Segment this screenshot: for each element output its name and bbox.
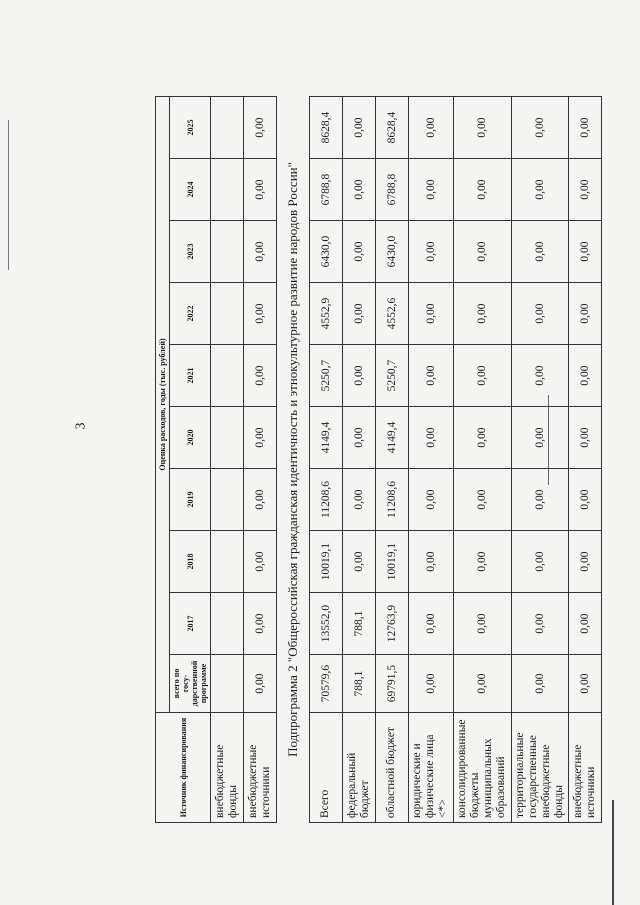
row-label: Всего [310, 713, 343, 823]
table-cell: 0,00 [343, 221, 376, 283]
table-cell: 0,00 [244, 593, 277, 655]
table-cell: 0,00 [511, 593, 569, 655]
table-cell: 0,00 [453, 221, 511, 283]
table-cell: 0,00 [569, 531, 602, 593]
table-cell: 0,00 [244, 159, 277, 221]
table-cell: 0,00 [343, 407, 376, 469]
table-cell: 0,00 [244, 97, 277, 159]
table-cell: 0,00 [569, 159, 602, 221]
table-cell [211, 407, 244, 469]
table-cell: 0,00 [409, 221, 454, 283]
table-cell: 0,00 [569, 221, 602, 283]
row-label: федеральный бюджет [343, 713, 376, 823]
table-cell: 0,00 [569, 283, 602, 345]
row-label: консолидированные бюджеты муниципальных образований [453, 713, 511, 823]
table-cell: 0,00 [409, 407, 454, 469]
table-row [343, 97, 376, 823]
table-cell: 0,00 [244, 345, 277, 407]
table-cell: 10019,1 [376, 531, 409, 593]
table-cell [211, 97, 244, 159]
table-cell: 0,00 [409, 593, 454, 655]
row-label: внебюджетные источники [569, 713, 602, 823]
table-cell: 0,00 [453, 97, 511, 159]
table-cell [211, 655, 244, 713]
table-cell: 0,00 [244, 469, 277, 531]
financing-table [155, 96, 602, 823]
table-cell: 4149,4 [376, 407, 409, 469]
table-row [569, 97, 602, 823]
table-cell: 0,00 [343, 283, 376, 345]
table-cell: 0,00 [343, 345, 376, 407]
table-cell: 0,00 [569, 345, 602, 407]
table-cell: 0,00 [569, 407, 602, 469]
table-cell: 0,00 [343, 531, 376, 593]
table-cell: 0,00 [569, 593, 602, 655]
table-cell: 0,00 [244, 407, 277, 469]
table-cell: 0,00 [343, 97, 376, 159]
table-cell [211, 345, 244, 407]
table-cell: 788,1 [343, 593, 376, 655]
table-cell [211, 593, 244, 655]
table-cell: 0,00 [244, 283, 277, 345]
table-cell: 0,00 [409, 655, 454, 713]
table-cell [211, 531, 244, 593]
table-cell: 10019,1 [310, 531, 343, 593]
table-cell: 6788,8 [376, 159, 409, 221]
table-row [310, 97, 343, 823]
row-label: внебюджетные фонды [211, 713, 244, 823]
table-cell: 8628,4 [310, 97, 343, 159]
page-number: 3 [73, 422, 89, 430]
table-cell: 4552,9 [310, 283, 343, 345]
row-label: областной бюджет [376, 713, 409, 823]
table-cell: 0,00 [409, 283, 454, 345]
source-header: Источник финансирования [156, 713, 211, 823]
table-cell: 8628,4 [376, 97, 409, 159]
year-header: 2020 [170, 407, 211, 469]
estimate-header: Оценка расходов, годы (тыс. рублей) [156, 97, 170, 713]
table-row [211, 97, 244, 823]
table-cell: 0,00 [343, 469, 376, 531]
table-cell: 0,00 [511, 221, 569, 283]
table-cell: 0,00 [244, 221, 277, 283]
table-cell: 5250,7 [376, 345, 409, 407]
table-cell: 12763,9 [376, 593, 409, 655]
row-label: внебюджетные источники [244, 713, 277, 823]
table-cell: 0,00 [511, 345, 569, 407]
year-header: 2023 [170, 221, 211, 283]
table-cell [211, 221, 244, 283]
table-cell: 70579,6 [310, 655, 343, 713]
table-row [511, 97, 569, 823]
table-cell: 0,00 [511, 283, 569, 345]
table-cell: 4552,6 [376, 283, 409, 345]
table-cell: 0,00 [453, 655, 511, 713]
table-cell: 0,00 [409, 159, 454, 221]
subprogram-title: Подпрограмма 2 "Общероссийская гражданская идентичность и этнокультурное развитие народов России" [277, 97, 310, 823]
table-cell: 0,00 [453, 531, 511, 593]
table-cell: 0,00 [244, 655, 277, 713]
table-cell: 0,00 [453, 469, 511, 531]
table-cell [211, 469, 244, 531]
table-cell: 0,00 [511, 531, 569, 593]
table-cell [211, 159, 244, 221]
table-cell: 0,00 [453, 159, 511, 221]
table-row [409, 97, 454, 823]
table-cell: 0,00 [569, 655, 602, 713]
year-header: 2022 [170, 283, 211, 345]
table-cell: 0,00 [409, 97, 454, 159]
table-cell: 11208,6 [310, 469, 343, 531]
table-cell: 5250,7 [310, 345, 343, 407]
year-header: 2019 [170, 469, 211, 531]
table-cell: 0,00 [569, 469, 602, 531]
total-header: всего по госу-дарственной программе [170, 655, 211, 713]
year-header: 2018 [170, 531, 211, 593]
table-cell: 0,00 [569, 97, 602, 159]
table-cell: 6788,8 [310, 159, 343, 221]
table-cell: 0,00 [511, 159, 569, 221]
table-cell: 0,00 [409, 531, 454, 593]
table-cell: 0,00 [453, 593, 511, 655]
year-header: 2024 [170, 159, 211, 221]
table-cell: 0,00 [511, 469, 569, 531]
table-cell: 0,00 [409, 469, 454, 531]
row-label: территориальные государственные внебюджетные фонды [511, 713, 569, 823]
row-label: юридические и физические лица <*> [409, 713, 454, 823]
table-cell: 0,00 [511, 407, 569, 469]
table-row [376, 97, 409, 823]
table-cell: 788,1 [343, 655, 376, 713]
table-cell: 13552,0 [310, 593, 343, 655]
table-cell [211, 283, 244, 345]
table-cell: 69791,5 [376, 655, 409, 713]
table-cell: 4149,4 [310, 407, 343, 469]
table-cell: 0,00 [409, 345, 454, 407]
year-header: 2021 [170, 345, 211, 407]
table-cell: 0,00 [511, 655, 569, 713]
table-cell: 0,00 [244, 531, 277, 593]
table-row [453, 97, 511, 823]
table-cell: 0,00 [453, 283, 511, 345]
table-cell: 0,00 [453, 407, 511, 469]
table-cell: 0,00 [453, 345, 511, 407]
table-row [244, 97, 277, 823]
year-header: 2017 [170, 593, 211, 655]
table-cell: 6430,0 [376, 221, 409, 283]
table-cell: 6430,0 [310, 221, 343, 283]
year-header: 2025 [170, 97, 211, 159]
table-cell: 0,00 [511, 97, 569, 159]
table-cell: 0,00 [343, 159, 376, 221]
table-cell: 11208,6 [376, 469, 409, 531]
